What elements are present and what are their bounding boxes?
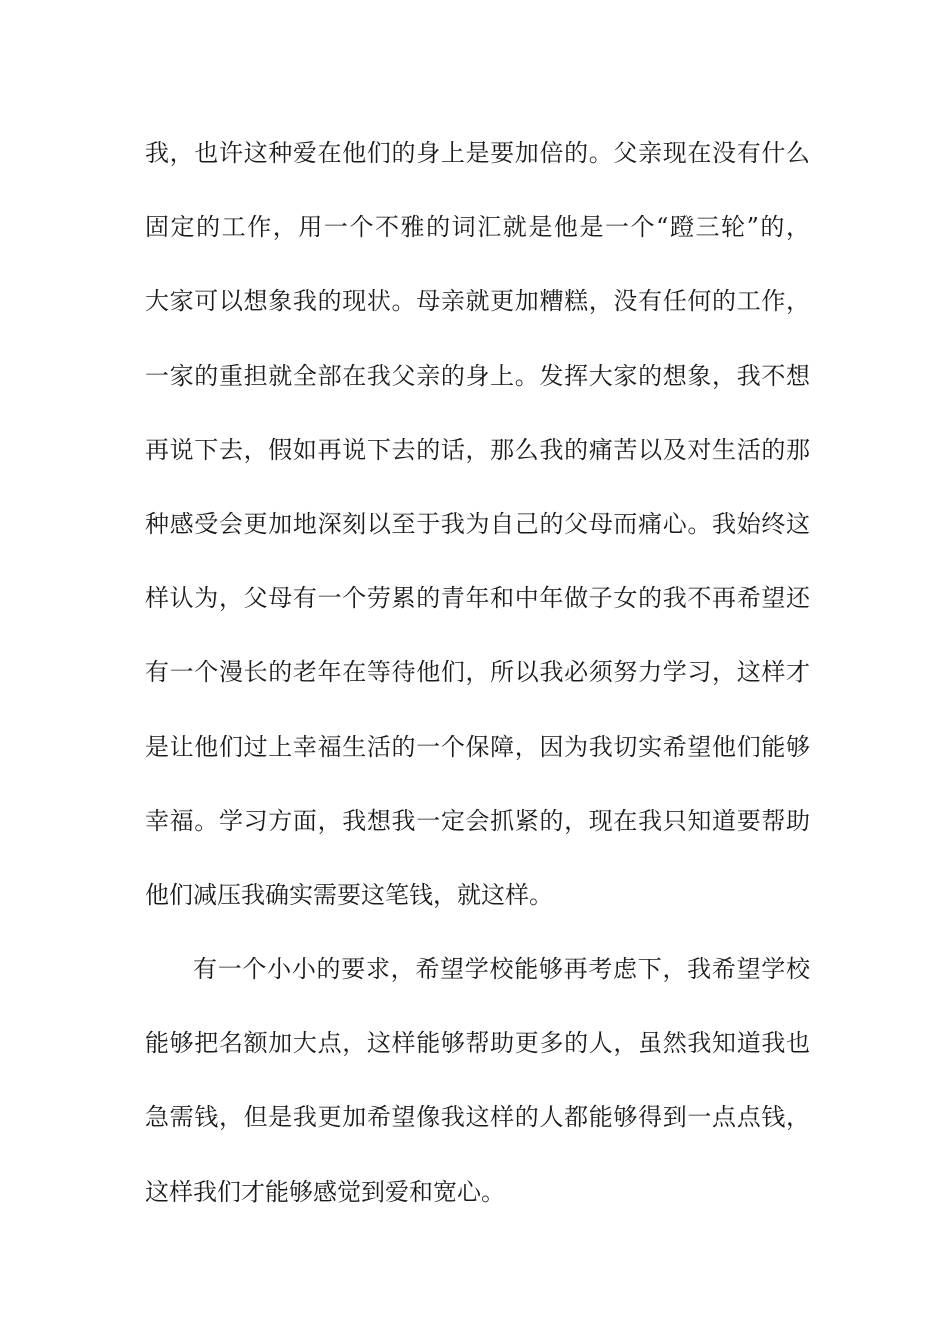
text-line: 有一个小小的要求，希望学校能够再考虑下，我希望学校 bbox=[193, 955, 810, 984]
text-line: 有一个漫长的老年在等待他们，所以我必须努力学习，这样才 bbox=[145, 658, 810, 687]
text-line: 固定的工作，用一个不雅的词汇就是他是一个“蹬三轮”的， bbox=[145, 213, 810, 242]
text-line: 大家可以想象我的现状。母亲就更加糟糕，没有任何的工作， bbox=[145, 287, 810, 316]
text-line: 幸福。学习方面，我想我一定会抓紧的，现在我只知道要帮助 bbox=[145, 806, 810, 835]
text-line: 是让他们过上幸福生活的一个保障，因为我切实希望他们能够 bbox=[145, 732, 810, 761]
body-text bbox=[145, 129, 810, 1242]
text-line: 他们减压我确实需要这笔钱，就这样。 bbox=[145, 880, 553, 909]
text-line: 样认为，父母有一个劳累的青年和中年做子女的我不再希望还 bbox=[145, 584, 810, 613]
text-line: 这样我们才能够感觉到爱和宽心。 bbox=[145, 1177, 505, 1206]
text-line: 能够把名额加大点，这样能够帮助更多的人，虽然我知道我也 bbox=[145, 1029, 810, 1058]
text-line: 急需钱，但是我更加希望像我这样的人都能够得到一点点钱， bbox=[145, 1103, 810, 1132]
text-line: 再说下去，假如再说下去的话，那么我的痛苦以及对生活的那 bbox=[145, 435, 810, 464]
text-line: 我，也许这种爱在他们的身上是要加倍的。父亲现在没有什么 bbox=[145, 139, 810, 167]
text-line: 种感受会更加地深刻以至于我为自己的父母而痛心。我始终这 bbox=[145, 509, 810, 538]
text-line: 一家的重担就全部在我父亲的身上。发挥大家的想象，我不想 bbox=[145, 361, 810, 390]
